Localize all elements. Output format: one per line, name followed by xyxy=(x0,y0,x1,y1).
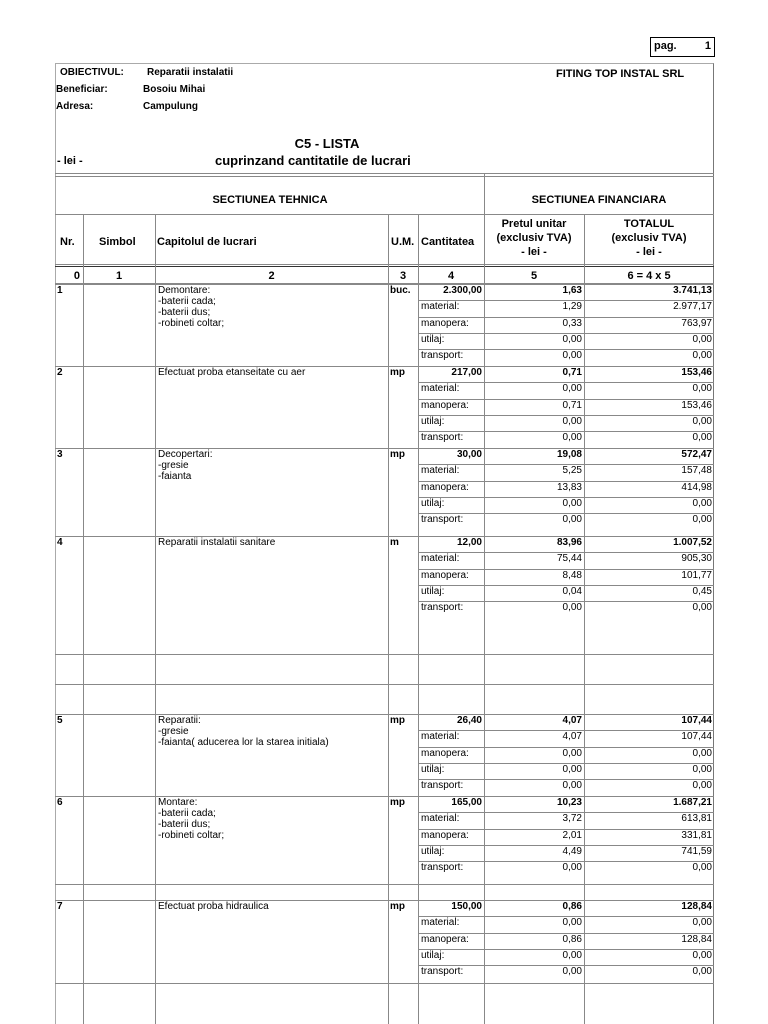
subrow-label: material: xyxy=(421,465,460,477)
subrow-label: manopera: xyxy=(421,399,469,411)
doc-subtitle: cuprinzand cantitatile de lucrari xyxy=(215,153,411,168)
col-simbol: Simbol xyxy=(99,236,136,248)
item-description: Efectuat proba hidraulica xyxy=(158,901,269,912)
subrow-label: material: xyxy=(421,731,460,743)
col-um: U.M. xyxy=(391,236,415,248)
subrow-total: 0,00 xyxy=(692,497,712,509)
beneficiar-value: Bosoiu Mihai xyxy=(143,84,206,95)
grid-vline xyxy=(155,214,156,1024)
objectiv-value: Reparatii instalatii xyxy=(147,67,234,78)
col-pret-2: (exclusiv TVA) xyxy=(496,232,572,244)
subrow-total: 0,00 xyxy=(692,432,712,444)
subrow-total: 0,00 xyxy=(692,862,712,874)
grid-hline xyxy=(55,264,714,265)
item-total: 128,84 xyxy=(681,901,712,912)
item-number: 1 xyxy=(57,285,63,296)
subrow-label: manopera: xyxy=(421,933,469,945)
item-unit-price: 1,63 xyxy=(562,285,582,296)
item-description: -faianta xyxy=(158,471,192,482)
subrow-unit-price: 0,00 xyxy=(562,747,582,759)
grid-hline xyxy=(55,176,714,177)
page-label: pag. xyxy=(654,40,677,52)
subrow-total: 0,00 xyxy=(692,966,712,978)
item-description: -robineti coltar; xyxy=(158,830,225,841)
item-description: Montare: xyxy=(158,797,198,808)
item-quantity: 150,00 xyxy=(451,901,482,912)
item-number: 5 xyxy=(57,715,63,726)
item-unit-price: 4,07 xyxy=(562,715,582,726)
grid-hline xyxy=(55,214,714,215)
subrow-label: transport: xyxy=(421,966,464,978)
item-total: 572,47 xyxy=(681,449,712,460)
grid-vline xyxy=(83,214,84,1024)
subrow-label: utilaj: xyxy=(421,845,445,857)
subrow-label: manopera: xyxy=(421,569,469,581)
item-description: Demontare: xyxy=(158,285,211,296)
subrow-label: utilaj: xyxy=(421,949,445,961)
subrow-unit-price: 0,00 xyxy=(562,497,582,509)
col-total-2: (exclusiv TVA) xyxy=(611,232,687,244)
subrow-unit-price: 75,44 xyxy=(556,553,582,565)
subrow-label: material: xyxy=(421,553,460,565)
subrow-total: 0,00 xyxy=(692,333,712,345)
subrow-unit-price: 0,00 xyxy=(562,350,582,362)
item-total: 1.007,52 xyxy=(673,537,712,548)
page-number-box xyxy=(650,37,715,57)
item-description: Reparatii: xyxy=(158,715,201,726)
subrow-total: 741,59 xyxy=(681,845,712,857)
subrow-unit-price: 0,00 xyxy=(562,415,582,427)
subrow-unit-price: 0,00 xyxy=(562,432,582,444)
item-unit-price: 83,96 xyxy=(556,537,582,548)
item-description: -baterii dus; xyxy=(158,307,211,318)
currency-label: - lei - xyxy=(57,155,83,167)
item-total: 153,46 xyxy=(681,367,712,378)
item-number: 3 xyxy=(57,449,63,460)
company-name: FITING TOP INSTAL SRL xyxy=(556,68,685,80)
subrow-unit-price: 0,00 xyxy=(562,763,582,775)
subrow-label: material: xyxy=(421,813,460,825)
subrow-label: utilaj: xyxy=(421,497,445,509)
subrow-unit-price: 0,00 xyxy=(562,602,582,614)
subrow-unit-price: 13,83 xyxy=(556,481,582,493)
subrow-total: 613,81 xyxy=(681,813,712,825)
subrow-unit-price: 5,25 xyxy=(562,465,582,477)
subrow-total: 0,00 xyxy=(692,514,712,526)
subrow-label: utilaj: xyxy=(421,415,445,427)
item-total: 107,44 xyxy=(681,715,712,726)
subrow-label: transport: xyxy=(421,350,464,362)
subrow-label: transport: xyxy=(421,602,464,614)
item-quantity: 165,00 xyxy=(451,797,482,808)
index-4: 4 xyxy=(447,270,455,282)
subrow-label: utilaj: xyxy=(421,585,445,597)
item-total: 1.687,21 xyxy=(673,797,712,808)
item-quantity: 12,00 xyxy=(456,537,482,548)
subrow-total: 157,48 xyxy=(681,465,712,477)
subrow-label: utilaj: xyxy=(421,763,445,775)
subrow-total: 0,00 xyxy=(692,763,712,775)
subrow-total: 2.977,17 xyxy=(673,301,712,313)
item-description: -robineti coltar; xyxy=(158,318,225,329)
subrow-unit-price: 0,00 xyxy=(562,780,582,792)
subrow-total: 414,98 xyxy=(681,481,712,493)
subrow-total: 0,00 xyxy=(692,383,712,395)
item-quantity: 26,40 xyxy=(456,715,482,726)
item-description: -baterii cada; xyxy=(158,808,216,819)
section-financiara: SECTIUNEA FINANCIARA xyxy=(531,194,667,206)
subrow-unit-price: 0,71 xyxy=(562,399,582,411)
col-pret-3: - lei - xyxy=(521,246,547,258)
item-description: -baterii dus; xyxy=(158,819,211,830)
subrow-total: 331,81 xyxy=(681,829,712,841)
item-number: 7 xyxy=(57,901,63,912)
item-um: m xyxy=(390,537,399,548)
grid-hline xyxy=(55,983,714,984)
subrow-total: 128,84 xyxy=(681,933,712,945)
subrow-label: material: xyxy=(421,917,460,929)
subrow-unit-price: 4,49 xyxy=(562,845,582,857)
item-um: mp xyxy=(390,901,405,912)
item-unit-price: 10,23 xyxy=(556,797,582,808)
subrow-unit-price: 4,07 xyxy=(562,731,582,743)
subrow-unit-price: 2,01 xyxy=(562,829,582,841)
item-description: Reparatii instalatii sanitare xyxy=(158,537,276,548)
subrow-label: transport: xyxy=(421,780,464,792)
subrow-unit-price: 0,33 xyxy=(562,317,582,329)
col-total-1: TOTALUL xyxy=(623,218,675,230)
subrow-unit-price: 0,00 xyxy=(562,333,582,345)
item-description: -baterii cada; xyxy=(158,296,216,307)
grid-hline xyxy=(55,684,714,685)
item-total: 3.741,13 xyxy=(673,285,712,296)
subrow-label: manopera: xyxy=(421,317,469,329)
col-nr: Nr. xyxy=(60,236,75,248)
item-unit-price: 0,86 xyxy=(562,901,582,912)
doc-title: C5 - LISTA xyxy=(294,136,360,151)
subrow-unit-price: 0,00 xyxy=(562,383,582,395)
index-6: 6 = 4 x 5 xyxy=(627,270,671,282)
col-pret-1: Pretul unitar xyxy=(501,218,567,230)
index-2: 2 xyxy=(268,270,275,282)
item-number: 2 xyxy=(57,367,63,378)
item-description: Decopertari: xyxy=(158,449,213,460)
item-um: mp xyxy=(390,715,405,726)
grid-hline xyxy=(55,884,714,885)
subrow-label: transport: xyxy=(421,514,464,526)
item-quantity: 2.300,00 xyxy=(443,285,482,296)
subrow-total: 905,30 xyxy=(681,553,712,565)
subrow-total: 0,00 xyxy=(692,917,712,929)
index-1: 1 xyxy=(115,270,123,282)
subrow-label: manopera: xyxy=(421,747,469,759)
subrow-label: manopera: xyxy=(421,481,469,493)
item-description: -gresie xyxy=(158,460,189,471)
subrow-unit-price: 0,00 xyxy=(562,917,582,929)
grid-vline xyxy=(388,214,389,1024)
item-unit-price: 0,71 xyxy=(562,367,582,378)
item-um: mp xyxy=(390,367,405,378)
subrow-label: material: xyxy=(421,301,460,313)
grid-hline xyxy=(55,654,714,655)
subrow-total: 0,00 xyxy=(692,780,712,792)
beneficiar-label: Beneficiar: xyxy=(56,84,108,95)
item-description: -faianta( aducerea lor la starea initiala) xyxy=(158,737,329,748)
subrow-total: 107,44 xyxy=(681,731,712,743)
section-tehnica: SECTIUNEA TEHNICA xyxy=(212,194,328,206)
subrow-unit-price: 0,86 xyxy=(562,933,582,945)
subrow-total: 0,00 xyxy=(692,602,712,614)
item-um: mp xyxy=(390,797,405,808)
subrow-total: 0,00 xyxy=(692,350,712,362)
item-unit-price: 19,08 xyxy=(556,449,582,460)
item-quantity: 30,00 xyxy=(456,449,482,460)
objectiv-label: OBIECTIVUL: xyxy=(60,67,124,78)
subrow-total: 153,46 xyxy=(681,399,712,411)
page-number: 1 xyxy=(704,40,711,52)
subrow-unit-price: 0,04 xyxy=(562,585,582,597)
index-3: 3 xyxy=(399,270,407,282)
subrow-unit-price: 3,72 xyxy=(562,813,582,825)
subrow-total: 0,00 xyxy=(692,949,712,961)
item-um: buc. xyxy=(390,285,411,296)
subrow-label: transport: xyxy=(421,862,464,874)
grid-hline xyxy=(55,173,714,174)
subrow-total: 0,00 xyxy=(692,747,712,759)
item-quantity: 217,00 xyxy=(451,367,482,378)
item-number: 6 xyxy=(57,797,63,808)
subrow-total: 0,45 xyxy=(692,585,712,597)
subrow-unit-price: 0,00 xyxy=(562,514,582,526)
subrow-total: 101,77 xyxy=(681,569,712,581)
grid-hline xyxy=(55,266,714,267)
subrow-unit-price: 8,48 xyxy=(562,569,582,581)
subrow-unit-price: 0,00 xyxy=(562,966,582,978)
col-capitol: Capitolul de lucrari xyxy=(157,236,257,248)
subrow-total: 763,97 xyxy=(681,317,712,329)
index-0: 0 xyxy=(73,270,80,282)
item-um: mp xyxy=(390,449,405,460)
subrow-total: 0,00 xyxy=(692,415,712,427)
subrow-label: transport: xyxy=(421,432,464,444)
item-description: Efectuat proba etanseitate cu aer xyxy=(158,367,306,378)
col-cantitate: Cantitatea xyxy=(421,236,475,248)
col-total-3: - lei - xyxy=(636,246,662,258)
index-5: 5 xyxy=(530,270,538,282)
subrow-unit-price: 1,29 xyxy=(562,301,582,313)
item-number: 4 xyxy=(57,537,63,548)
subrow-label: manopera: xyxy=(421,829,469,841)
item-description: -gresie xyxy=(158,726,189,737)
subrow-label: material: xyxy=(421,383,460,395)
adresa-value: Campulung xyxy=(143,101,198,112)
adresa-label: Adresa: xyxy=(56,101,94,112)
subrow-label: utilaj: xyxy=(421,333,445,345)
subrow-unit-price: 0,00 xyxy=(562,949,582,961)
subrow-unit-price: 0,00 xyxy=(562,862,582,874)
